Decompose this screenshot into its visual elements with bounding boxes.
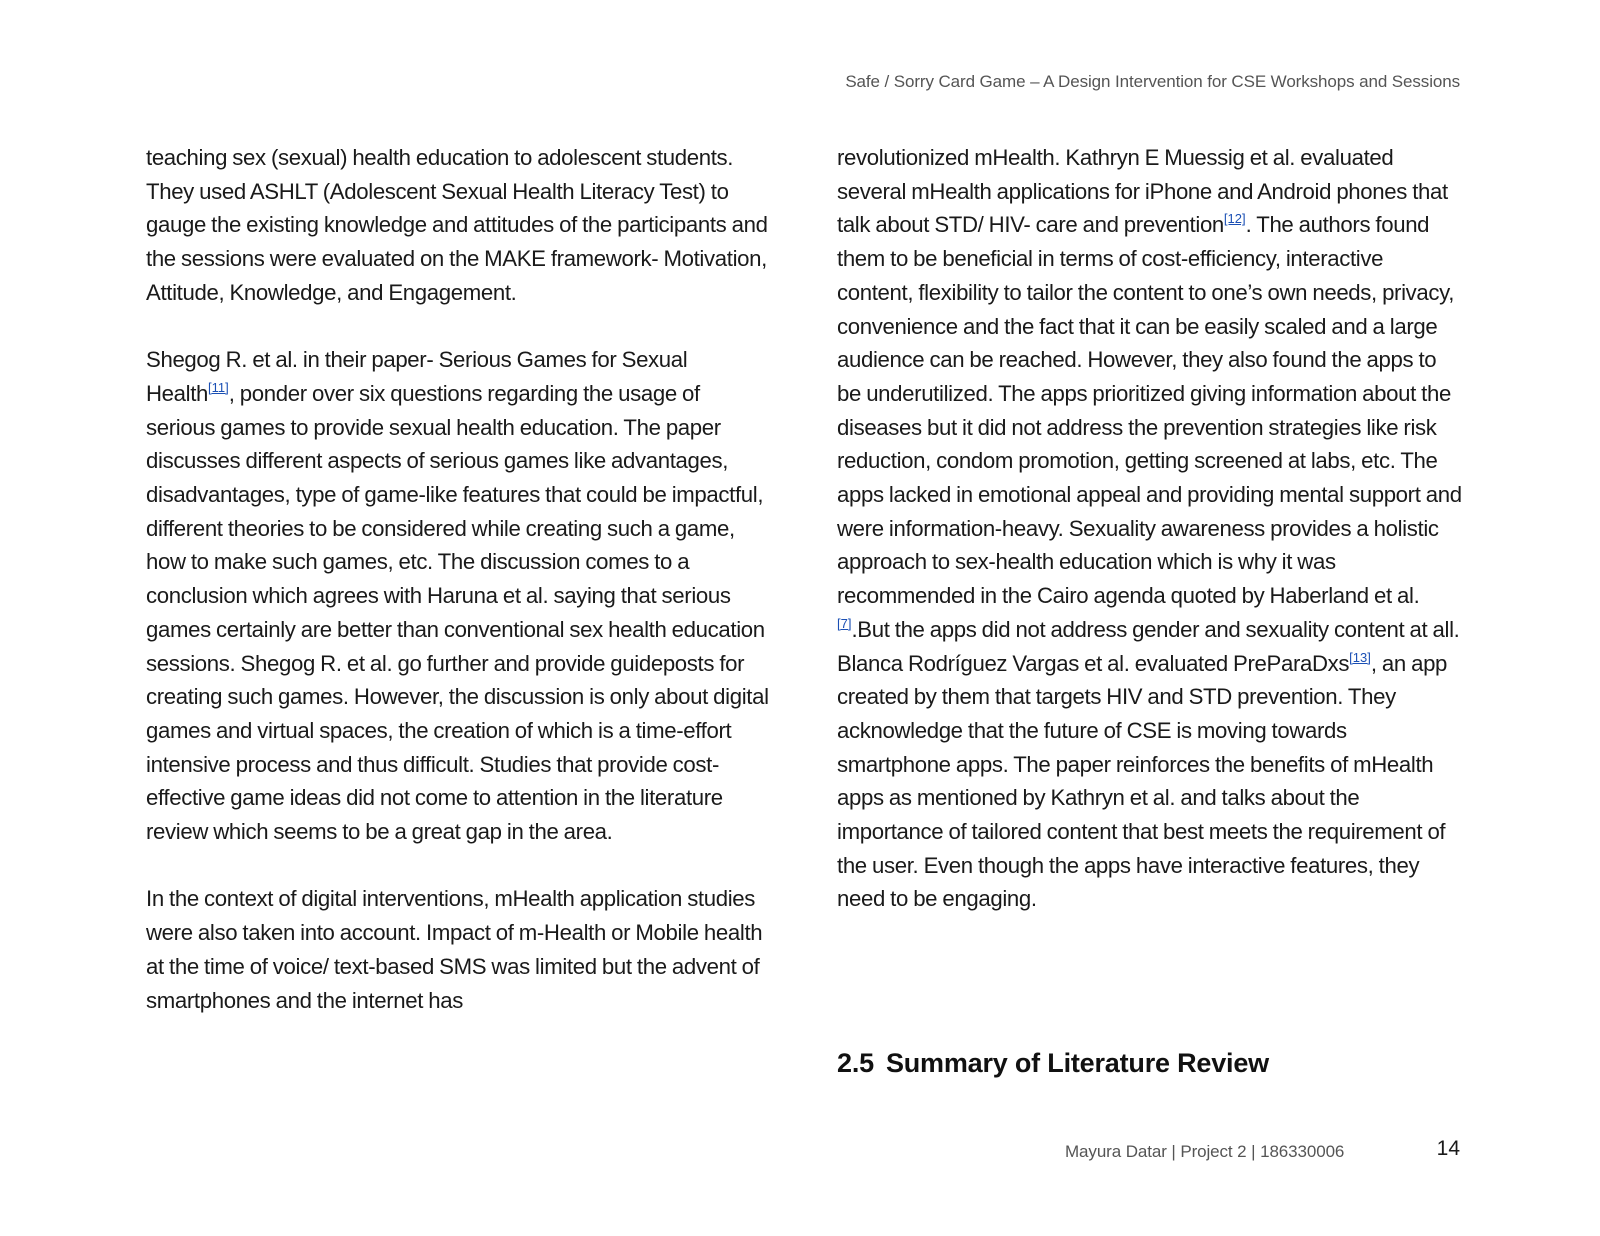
left-column [146, 141, 772, 1017]
section-title: Summary of Literature Review [885, 1048, 1269, 1078]
paragraph-mhealth [837, 141, 1463, 916]
citation-link-11[interactable]: [11] [208, 379, 229, 395]
paragraph-text: In the context of digital interventions, mHealth application studies were also taken into account. Impact of m-Health or Mobile health at the time of voice/ text-based SMS was limited but the advent of smartphones and the internet has [146, 886, 763, 1013]
citation-link-7[interactable]: [7] [837, 615, 852, 631]
paragraph-text: .But the apps did not address gender and sexuality content at all. Blanca Rodríguez Vargas et al. evaluated PreParaDxs [837, 616, 1460, 676]
section-heading [837, 1048, 1269, 1079]
paragraph-serious-games [146, 343, 772, 849]
paragraph-ashlt [146, 141, 772, 310]
paragraph-digital-interventions [146, 882, 772, 1017]
paragraph-text: , an app created by them that targets HIV and STD prevention. They acknowledge that the future of CSE is moving towards smartphone apps. The paper reinforces the benefits of mHealth apps as mentioned by Kathryn et al. and talks about the importance of tailored content that best meets the requirement of the user. Even though the apps have interactive features, they need to be engaging. [837, 650, 1448, 912]
section-number: 2.5 [837, 1048, 874, 1078]
paragraph-text: revolutionized mHealth. Kathryn E Muessig et al. evaluated several mHealth applications for iPhone and Android phones that talk about STD/ HIV- care and prevention [837, 145, 1448, 238]
right-column [837, 141, 1463, 916]
paragraph-text: teaching sex (sexual) health education to adolescent students. They used ASHLT (Adolescent Sexual Health Literacy Test) to gauge the existing knowledge and attitudes of the participants and the sessions were evaluated on the MAKE framework- Motivation, Attitude, Knowledge, and Engagement. [146, 145, 768, 305]
paragraph-text: , ponder over six questions regarding the usage of serious games to provide sexual health education. The paper discusses different aspects of serious games like advantages, disadvantages, type of game-like features that could be impactful, different theories to be considered while creating such a game, how to make such games, etc. The discussion comes to a conclusion which agrees with Haruna et al. saying that serious games certainly are better than conventional sex health education sessions. Shegog R. et al. go further and provide guideposts for creating such games. However, the discussion is only about digital games and virtual spaces, the creation of which is a time-effort intensive process and thus difficult. Studies that provide cost-effective game ideas did not come to attention in the literature review which seems to be a great gap in the area. [146, 380, 769, 845]
footer-author-info: Mayura Datar | Project 2 | 186330006 [1065, 1142, 1345, 1161]
citation-link-13[interactable]: [13] [1349, 649, 1371, 665]
citation-link-12[interactable]: [12] [1223, 211, 1246, 227]
running-header: Safe / Sorry Card Game – A Design Intervention for CSE Workshops and Sessions [845, 72, 1460, 91]
page-number: 14 [1436, 1137, 1460, 1160]
paragraph-text: . The authors found them to be beneficial in terms of cost-efficiency, interactive content, flexibility to tailor the content to one’s own needs, privacy, convenience and the fact that it can be easily scaled and a large audience can be reached. However, they also found the apps to be underutilized. The apps prioritized giving information about the diseases but it did not address the prevention strategies like risk reduction, condom promotion, getting screened at labs, etc. The apps lacked in emotional appeal and providing mental support and were information-heavy. Sexuality awareness provides a holistic approach to sex-health education which is why it was recommended in the Cairo agenda quoted by Haberland et al. [837, 212, 1462, 609]
paragraph-text: Shegog R. et al. in their paper- Serious Games for Sexual Health [146, 347, 688, 406]
